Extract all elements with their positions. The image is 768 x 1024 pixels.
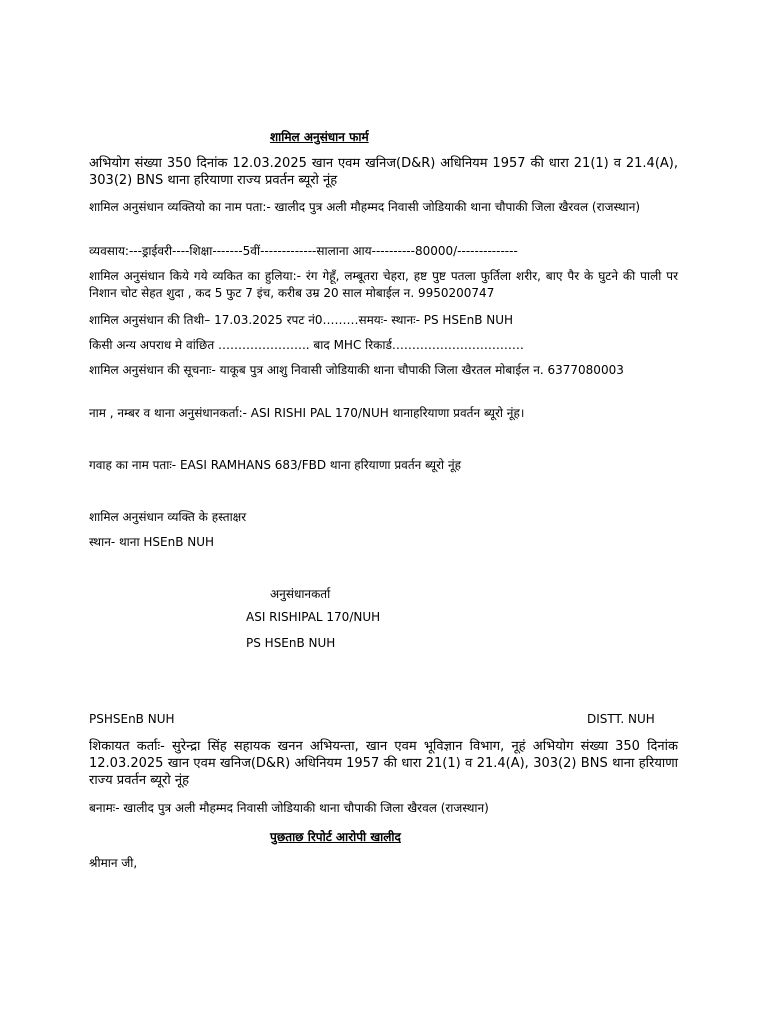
- witness-line: गवाह का नाम पताः- EASI RAMHANS 683/FBD थाना हरियाणा प्रवर्तन ब्यूरो नूंह: [89, 458, 461, 472]
- other-crime-line: किसी अन्य अपराध मे वांछित ………………….. बाद MHC रिकार्ड……………………………: [89, 338, 524, 352]
- person-name-address: शामिल अनुसंधान व्यक्तियो का नाम पता:- खालीद पुत्र अली मौहम्मद निवासी जोडियाकी थाना चौपाकी जिला खैरवल (राजस्थान): [89, 200, 641, 214]
- salutation: श्रीमान जी,: [89, 856, 138, 870]
- report-title: पुछताछ रिपोर्ट आरोपी खालीद: [270, 830, 401, 844]
- footer-right: DISTT. NUH: [587, 712, 655, 726]
- date-line: शामिल अनुसंधान की तिथी– 17.03.2025 रपट नं0………समयः- स्थानः- PS HSEnB NUH: [89, 313, 514, 327]
- informant-line: शामिल अनुसंधान की सूचनाः- याकूब पुत्र आशु निवासी जोडियाकी थाना चौपाकी जिला खैरतल मोबाईल न. 6377080003: [89, 363, 624, 377]
- investigator-name: ASI RISHIPAL 170/NUH: [246, 610, 381, 624]
- place-line: स्थान- थाना HSEnB NUH: [89, 535, 215, 549]
- case-heading: अभियोग संख्या 350 दिनांक 12.03.2025 खान एवम खनिज(D&R) अधिनियम 1957 की धारा 21(1) व 21.4(A), 303(2) BNS थाना हरियाणा राज्य प्रवर्तन ब्यूरो नूंह: [89, 156, 678, 188]
- signature-line: शामिल अनुसंधान व्यक्ति के हस्ताक्षर: [89, 510, 247, 524]
- occupation-line: व्यवसाय:---ड्राईवरी----शिक्षा-------5वीं-------------सालाना आय----------80000/--------------: [89, 244, 518, 258]
- investigator-line: नाम , नम्बर व थाना अनुसंधानकर्ता:- ASI RISHI PAL 170/NUH थानाहरियाणा प्रवर्तन ब्यूरो नूंह।: [89, 406, 525, 420]
- versus-line: बनामः- खालीद पुत्र अली मौहम्मद निवासी जोडियाकी थाना चौपाकी जिला खैरवल (राजस्थान): [89, 801, 489, 815]
- footer-left: PSHSEnB NUH: [89, 712, 175, 726]
- complainant-line: शिकायत कर्ताः- सुरेन्द्रा सिंह सहायक खनन अभियन्ता, खान एवम भूविज्ञान विभाग, नूहं अभियोग संख्या 350 दिनांक 12.03.2025 खान एवम खनिज(D&R) अधिनियम 1957 की धारा 21(1) व 21.4(A), 303(2) BNS थाना हरियाणा राज्य प्रवर्तन ब्यूरो नूंह: [89, 739, 678, 788]
- form-title: शामिल अनुसंधान फार्म: [270, 130, 369, 144]
- investigator-label: अनुसंधानकर्ता: [270, 587, 331, 601]
- investigator-station: PS HSEnB NUH: [246, 636, 336, 650]
- description-line: शामिल अनुसंधान किये गये व्यकित का हुलिया:- रंग गेहूँ, लम्बूतरा चेहरा, हष्ट पुष्ट पतला फुर्तिला शरीर, बाए पैर के घुटने की पाली पर निशान चोट सेहत शुदा , कद 5 फुट 7 इंच, करीब उम्र 20 साल मोबाईल न. 9950200747: [89, 269, 678, 300]
